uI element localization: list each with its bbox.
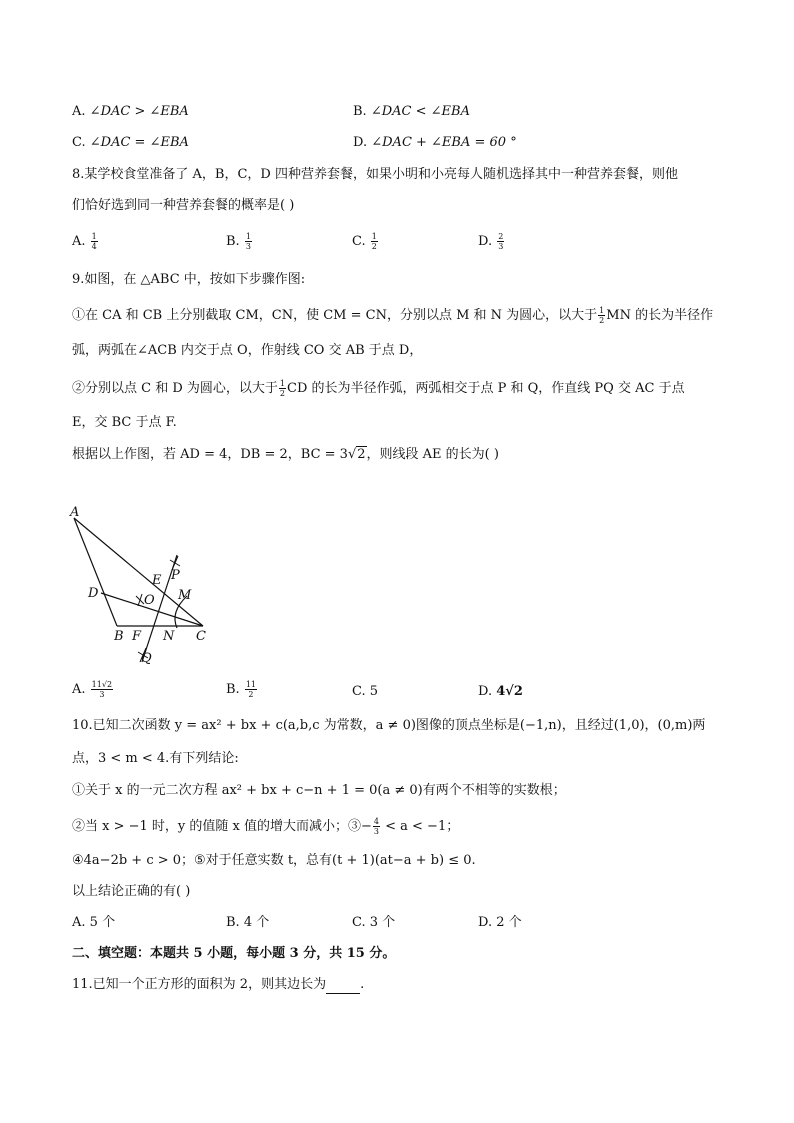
q7-option-a: A. ∠DAC > ∠EBA: [72, 104, 189, 119]
section-heading-fill-blank: 二、填空题：本题共 5 小题，每小题 3 分，共 15 分。: [72, 946, 396, 961]
q9-step1-line1: ①在 CA 和 CB 上分别截取 CM，CN，使 CM = CN，分别以点 M 和 N 为圆心，以大于 $\frac{1}{2}$ MN 的长为半径作: [72, 306, 714, 325]
point-label-m: M: [178, 588, 192, 603]
point-label-n: N: [163, 629, 175, 644]
q9-option-c: C. 5: [352, 684, 379, 699]
point-label-o: O: [144, 593, 155, 608]
q10-conclusion-2-3: ②当 x > −1 时，y 的值随 x 值的增大而减小；③− $\frac{4}{3}$ < a < −1；: [72, 817, 460, 836]
q8-stem-line1: 8.某学校食堂准备了 A，B，C，D 四种营养套餐，如果小明和小亮每人随机选择其中一种营养套餐，则他: [72, 167, 678, 182]
q7-option-b: B. ∠DAC < ∠EBA: [353, 104, 470, 119]
q9-option-b: B. $\frac{11}{2}$: [226, 680, 257, 699]
point-label-p: P: [171, 568, 180, 583]
q10-option-a: A. 5 个: [72, 915, 116, 930]
q7-option-d: D. ∠DAC + ∠EBA = 60 °: [353, 135, 517, 150]
q8-stem-line2: 们恰好选到同一种营养套餐的概率是( ): [72, 198, 295, 213]
point-label-e: E: [152, 573, 162, 588]
segment-ab: [74, 518, 117, 626]
q9-option-a: A. $\frac{11√2}{3}$: [72, 680, 113, 699]
q8-option-c: C. $\frac{1}{2}$: [352, 232, 377, 251]
q8-option-a: A. $\frac{1}{4}$: [72, 232, 97, 251]
point-label-d: D: [88, 586, 99, 601]
q9-geometry-figure: [66, 500, 216, 670]
point-label-b: B: [114, 629, 124, 644]
q10-option-d: D. 2 个: [478, 915, 522, 930]
q9-step2-line2: E，交 BC 于点 F.: [72, 415, 177, 430]
answer-blank: [326, 981, 360, 994]
point-label-c: C: [196, 629, 206, 644]
q10-conclusion-1: ①关于 x 的一元二次方程 ax² + bx + c−n + 1 = 0(a ≠ 0)有两个不相等的实数根；: [72, 783, 566, 798]
q9-given: 根据以上作图，若 AD = 4，DB = 2，BC = 3√2，则线段 AE 的长为( ): [72, 447, 499, 462]
q10-option-c: C. 3 个: [352, 915, 396, 930]
q10-option-b: B. 4 个: [226, 915, 270, 930]
q10-conclusion-4-5: ④4a−2b + c > 0；⑤对于任意实数 t，总有(t + 1)(at−a + b) ≤ 0.: [72, 853, 476, 868]
q8-option-b: B. $\frac{1}{3}$: [226, 232, 251, 251]
q7-option-c: C. ∠DAC = ∠EBA: [72, 135, 189, 150]
q10-question: 以上结论正确的有( ): [72, 884, 191, 899]
q9-step1-line2: 弧，两弧在∠ACB 内交于点 O，作射线 CO 交 AB 于点 D，: [72, 343, 423, 358]
point-label-f: F: [132, 629, 142, 644]
q8-option-d: D. $\frac{2}{3}$: [478, 232, 504, 251]
segment-ac: [74, 518, 203, 626]
q9-title: 9.如图，在 △ABC 中，按如下步骤作图:: [72, 272, 306, 287]
q10-stem-line1: 10.已知二次函数 y = ax² + bx + c(a,b,c 为常数，a ≠ 0)图像的顶点坐标是(−1,n)，且经过(1,0)，(0,m)两: [72, 718, 706, 733]
q9-option-d: D. 4√2: [478, 684, 523, 699]
q9-step2-line1: ②分别以点 C 和 D 为圆心，以大于 $\frac{1}{2}$ CD 的长为半径作弧，两弧相交于点 P 和 Q，作直线 PQ 交 AC 于点: [72, 379, 685, 398]
point-label-q: Q: [141, 651, 152, 666]
q10-stem-line2: 点，3 < m < 4.有下列结论:: [72, 751, 239, 766]
point-label-a: A: [70, 505, 80, 520]
q11-stem: 11.已知一个正方形的面积为 2，则其边长为 .: [72, 977, 365, 992]
